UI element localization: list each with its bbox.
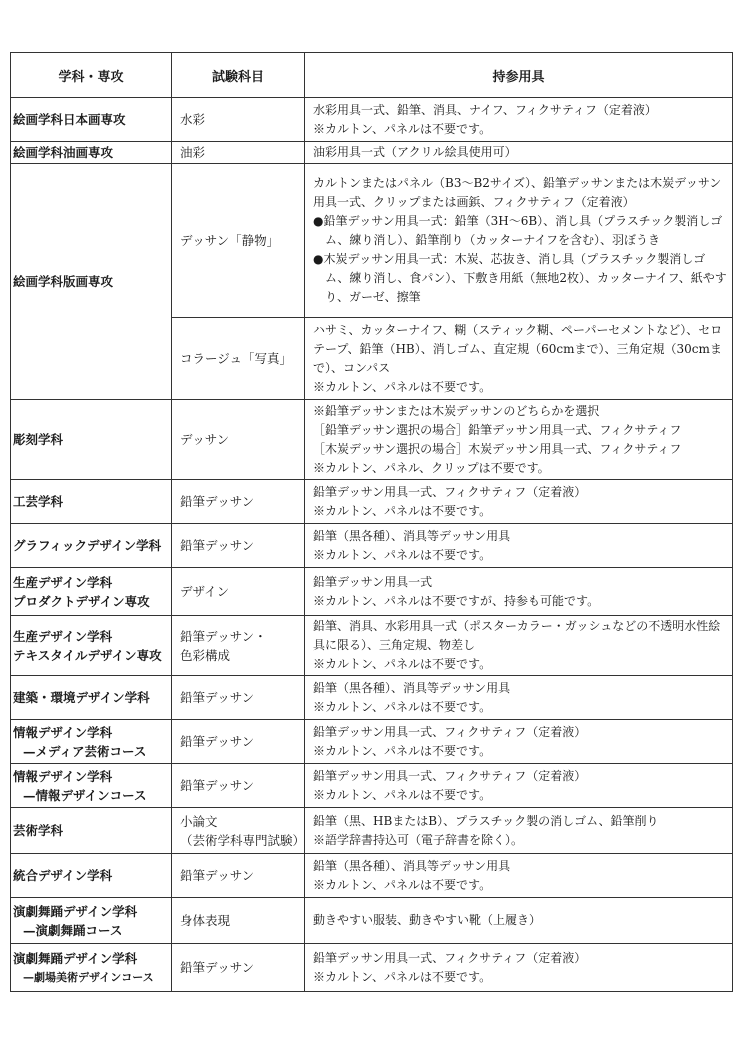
table-row <box>11 764 733 808</box>
items-bullet: ●鉛筆デッサン用具一式：鉛筆（3H～6B）、消し具（プラスチック製消しゴム、練り消し）、鉛筆削り（カッターナイフを含む）、羽ぼうき <box>313 214 723 247</box>
items-cell <box>305 808 733 854</box>
subject-name: 鉛筆デッサン <box>180 494 255 509</box>
subject-name: 鉛筆デッサン <box>180 734 255 749</box>
items-line: 鉛筆、消具、水彩用具一式（ポスターカラー・ガッシュなどの不透明水性絵具に限る）、三角定規、物差し <box>313 619 721 652</box>
dept-course: —劇場美術デザインコース <box>23 970 154 984</box>
subject-name: 鉛筆デッサン <box>180 538 255 553</box>
dept-cell <box>11 720 172 764</box>
subject-cell <box>172 944 305 992</box>
header-items: 持参用具 <box>305 53 733 98</box>
dept-cell <box>11 400 172 480</box>
dept-name: 絵画学科油画専攻 <box>13 145 114 160</box>
subject-name: 鉛筆デッサン <box>180 868 255 883</box>
items-cell <box>305 400 733 480</box>
dept-name: 情報デザイン学科 <box>13 768 113 784</box>
table-row <box>11 676 733 720</box>
items-line: ハサミ、カッターナイフ、糊（スティック糊、ペーパーセメントなど）、セロテープ、鉛筆（HB）、消しゴム、直定規（60cmまで）、三角定規（30cmまで）、コンパス <box>313 322 723 375</box>
items-cell <box>305 98 733 142</box>
subject-cell <box>172 318 305 400</box>
dept-name: 生産デザイン学科 <box>13 574 113 590</box>
subject-name: 身体表現 <box>180 913 231 928</box>
subject-name: 鉛筆デッサン <box>180 960 255 975</box>
dept-cell <box>11 480 172 524</box>
subject-cell <box>172 854 305 898</box>
subject-cell <box>172 98 305 142</box>
items-cell <box>305 720 733 764</box>
subject-cell <box>172 142 305 164</box>
subject-name: デザイン <box>180 584 230 599</box>
dept-course: —メディア芸術コース <box>23 743 147 759</box>
items-cell <box>305 142 733 164</box>
subject-cell <box>172 400 305 480</box>
items-cell <box>305 898 733 944</box>
items-note: ※鉛筆デッサンまたは木炭デッサンのどちらかを選択 <box>313 403 600 418</box>
items-note: ※カルトン、パネルは不要です。 <box>313 379 492 394</box>
items-cell <box>305 568 733 616</box>
table-row <box>11 568 733 616</box>
items-bullet: ●木炭デッサン用具一式：木炭、芯抜き、消し具（プラスチック製消しゴム、練り消し、食パン）、下敷き用紙（無地2枚）、カッターナイフ、紙やすり、ガーゼ、擦筆 <box>313 252 727 304</box>
items-line: 鉛筆（黒各種）、消具等デッサン用具 <box>313 528 511 543</box>
items-line: 鉛筆デッサン用具一式 <box>313 574 433 589</box>
dept-cell <box>11 898 172 944</box>
materials-table-page <box>10 52 732 992</box>
dept-cell <box>11 808 172 854</box>
dept-course: —情報デザインコース <box>23 787 147 803</box>
dept-cell <box>11 854 172 898</box>
items-note: ※カルトン、パネルは不要です。 <box>313 877 492 892</box>
subject-name: （芸術学科専門試験） <box>180 832 306 848</box>
subject-cell <box>172 898 305 944</box>
table-row <box>11 524 733 568</box>
items-line: 鉛筆デッサン用具一式、フィクサティフ（定着液） <box>313 484 587 499</box>
subject-cell <box>172 616 305 676</box>
table-row <box>11 400 733 480</box>
dept-name: 絵画学科日本画専攻 <box>13 112 126 127</box>
subject-cell <box>172 720 305 764</box>
table-header-row <box>11 53 733 98</box>
subject-name: 鉛筆デッサン <box>180 778 255 793</box>
items-line: 鉛筆デッサン用具一式、フィクサティフ（定着液） <box>313 950 587 965</box>
dept-cell <box>11 164 172 400</box>
dept-cell <box>11 676 172 720</box>
dept-course: —演劇舞踊コース <box>23 922 123 938</box>
items-line: カルトンまたはパネル（B3～B2サイズ）、鉛筆デッサンまたは木炭デッサン用具一式、クリップまたは画鋲、フィクサティフ（定着液） <box>313 176 722 209</box>
dept-name: 情報デザイン学科 <box>13 724 113 740</box>
dept-name: 統合デザイン学科 <box>13 868 113 883</box>
items-cell <box>305 164 733 318</box>
subject-cell <box>172 524 305 568</box>
items-note: ※カルトン、パネル、クリップは不要です。 <box>313 460 550 475</box>
items-cell <box>305 854 733 898</box>
dept-cell <box>11 616 172 676</box>
table-row <box>11 854 733 898</box>
subject-name: 油彩 <box>180 145 206 160</box>
items-cell <box>305 944 733 992</box>
subject-name: 鉛筆デッサン・ <box>180 628 267 644</box>
items-note: ※カルトン、パネルは不要です。 <box>313 699 492 714</box>
table-row <box>11 720 733 764</box>
items-note: ※カルトン、パネルは不要です。 <box>313 547 492 562</box>
items-line: 鉛筆（黒各種）、消具等デッサン用具 <box>313 680 511 695</box>
subject-name: デッサン「静物」 <box>180 233 280 248</box>
subject-cell <box>172 764 305 808</box>
dept-cell <box>11 524 172 568</box>
items-note: ※カルトン、パネルは不要ですが、持参も可能です。 <box>313 593 600 608</box>
subject-cell <box>172 676 305 720</box>
items-cell <box>305 616 733 676</box>
table-row <box>11 944 733 992</box>
items-line: 鉛筆デッサン用具一式、フィクサティフ（定着液） <box>313 768 587 783</box>
dept-name: 建築・環境デザイン学科 <box>13 690 150 705</box>
table-row <box>11 480 733 524</box>
items-line: 水彩用具一式、鉛筆、消具、ナイフ、フィクサティフ（定着液） <box>313 102 657 117</box>
items-line: 鉛筆デッサン用具一式、フィクサティフ（定着液） <box>313 724 587 739</box>
subject-name: 小論文 <box>180 813 218 829</box>
subject-cell <box>172 164 305 318</box>
dept-cell <box>11 98 172 142</box>
items-note: ※カルトン、パネルは不要です。 <box>313 787 492 802</box>
dept-name: 工芸学科 <box>13 494 64 509</box>
items-note: ※カルトン、パネルは不要です。 <box>313 121 492 136</box>
table-row <box>11 98 733 142</box>
dept-name: 生産デザイン学科 <box>13 628 113 644</box>
items-line: ［木炭デッサン選択の場合］木炭デッサン用具一式、フィクサティフ <box>313 441 682 456</box>
items-cell <box>305 318 733 400</box>
subject-name: 水彩 <box>180 112 206 127</box>
items-note: ※カルトン、パネルは不要です。 <box>313 743 492 758</box>
dept-name: 芸術学科 <box>13 823 64 838</box>
table-row <box>11 164 733 318</box>
dept-name: 演劇舞踊デザイン学科 <box>13 950 138 966</box>
exam-materials-table <box>10 52 733 992</box>
dept-name: 彫刻学科 <box>13 432 64 447</box>
subject-name: コラージュ「写真」 <box>180 351 293 366</box>
items-line: ［鉛筆デッサン選択の場合］鉛筆デッサン用具一式、フィクサティフ <box>313 422 682 437</box>
items-note: ※カルトン、パネルは不要です。 <box>313 657 492 671</box>
items-line: 動きやすい服装、動きやすい靴（上履き） <box>313 913 542 927</box>
items-line: 鉛筆（黒各種）、消具等デッサン用具 <box>313 858 511 873</box>
items-cell <box>305 480 733 524</box>
header-dept: 学科・専攻 <box>11 53 172 98</box>
items-cell <box>305 676 733 720</box>
subject-name: 色彩構成 <box>180 647 231 663</box>
dept-cell <box>11 568 172 616</box>
table-row <box>11 898 733 944</box>
dept-cell <box>11 764 172 808</box>
dept-cell <box>11 944 172 992</box>
items-note: ※語学辞書持込可（電子辞書を除く）。 <box>313 832 524 847</box>
dept-name: グラフィックデザイン学科 <box>13 538 162 553</box>
items-cell <box>305 764 733 808</box>
table-row <box>11 616 733 676</box>
dept-name: 絵画学科版画専攻 <box>13 274 114 289</box>
subject-cell <box>172 568 305 616</box>
items-note: ※カルトン、パネルは不要です。 <box>313 503 492 518</box>
dept-major: プロダクトデザイン専攻 <box>13 593 150 609</box>
items-line: 鉛筆（黒、HBまたはB）、プラスチック製の消しゴム、鉛筆削り <box>313 813 659 828</box>
subject-cell <box>172 808 305 854</box>
subject-cell <box>172 480 305 524</box>
dept-name: 演劇舞踊デザイン学科 <box>13 903 138 919</box>
dept-major: テキスタイルデザイン専攻 <box>13 647 162 663</box>
table-row <box>11 808 733 854</box>
items-cell <box>305 524 733 568</box>
subject-name: 鉛筆デッサン <box>180 690 255 705</box>
subject-name: デッサン <box>180 432 230 447</box>
header-subject: 試験科目 <box>172 53 305 98</box>
table-row <box>11 142 733 164</box>
dept-cell <box>11 142 172 164</box>
items-note: ※カルトン、パネルは不要です。 <box>313 969 492 984</box>
items-line: 油彩用具一式（アクリル絵具使用可） <box>313 145 517 159</box>
